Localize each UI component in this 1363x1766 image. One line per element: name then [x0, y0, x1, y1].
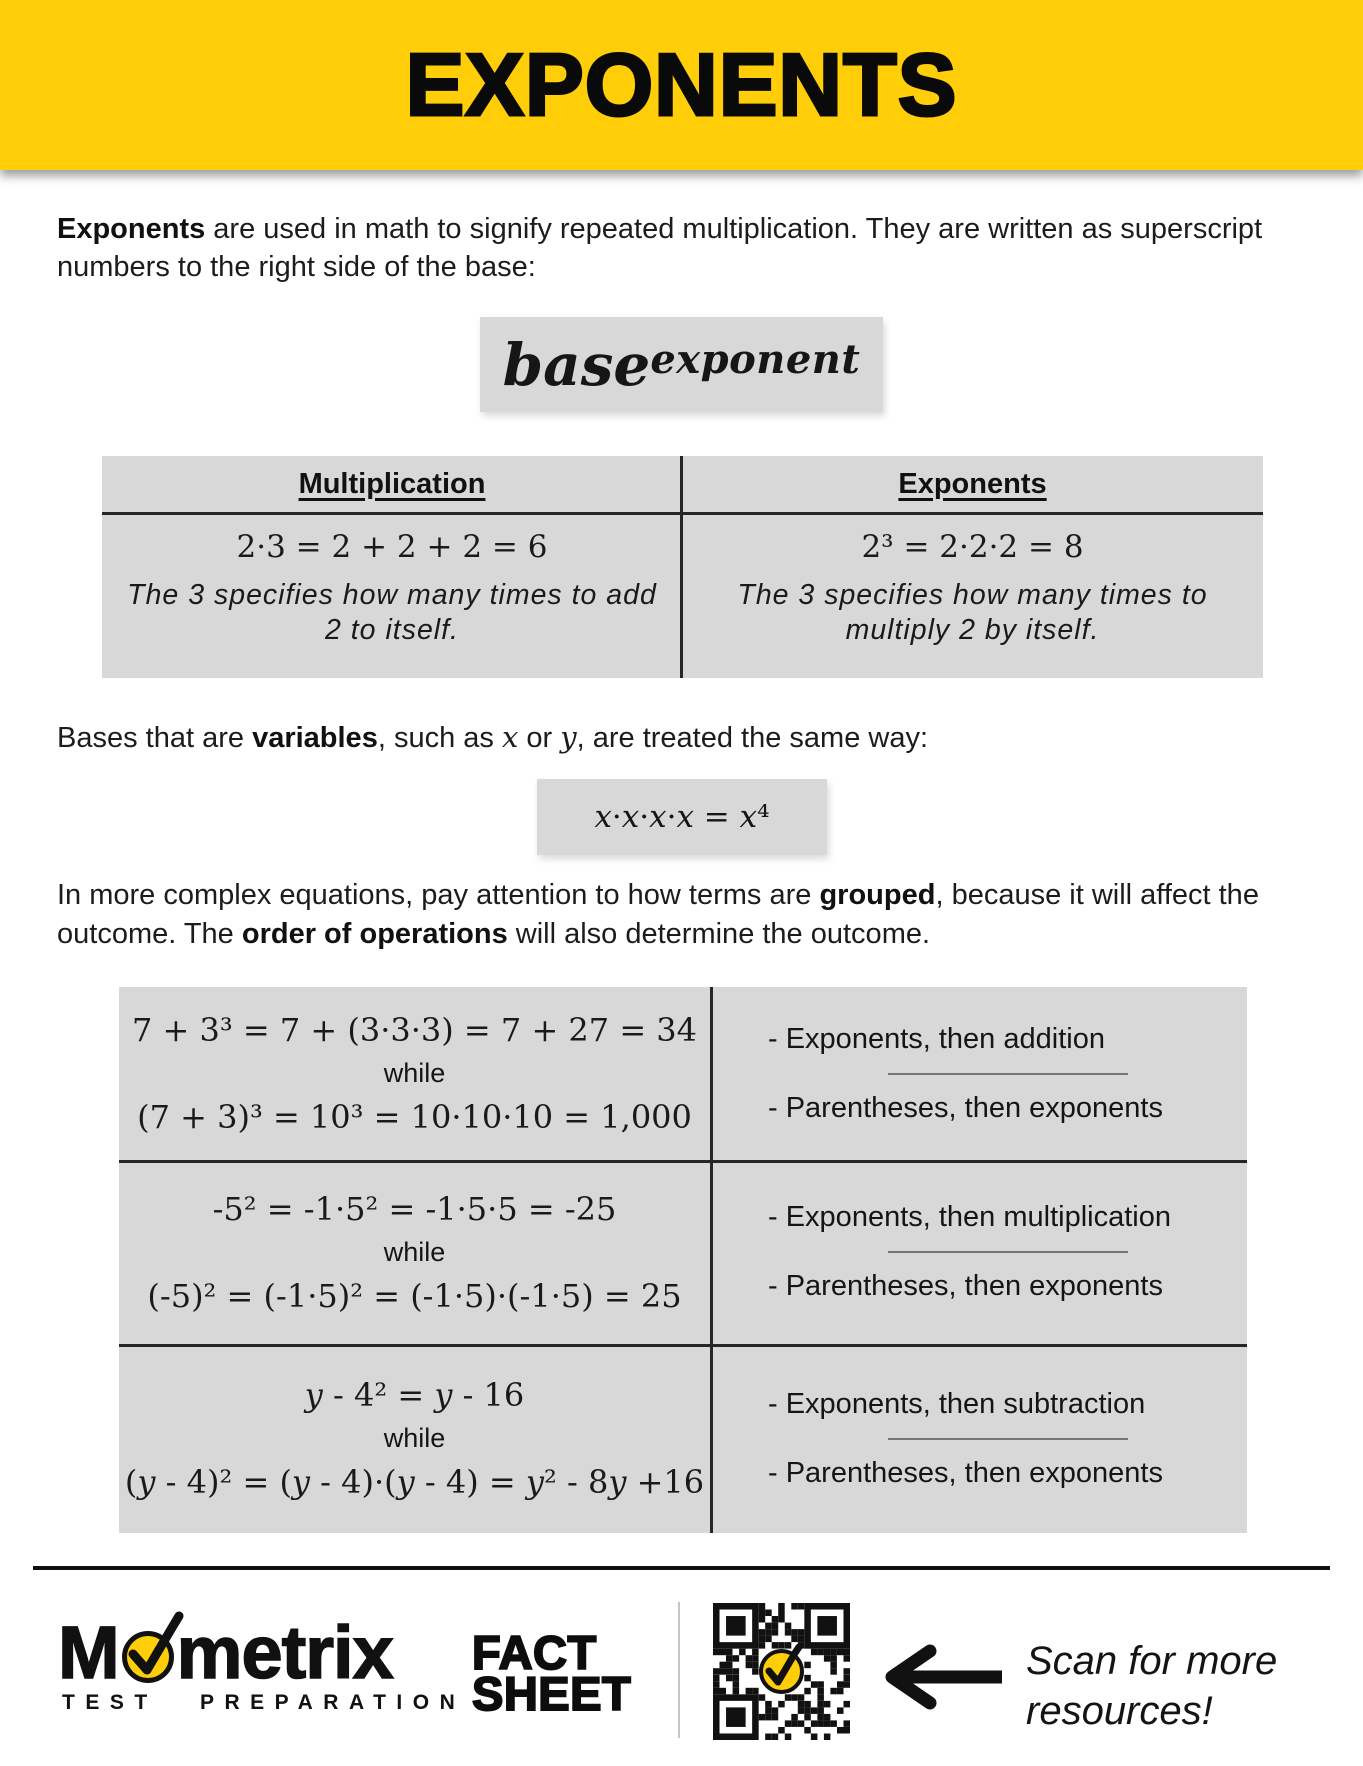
grouped-text-1: In more complex equations, pay attention to how terms are	[57, 879, 820, 911]
intro-lead-bold: Exponents	[57, 213, 206, 245]
row3-while: while	[383, 1423, 446, 1453]
page-title: EXPONENTS	[405, 35, 958, 134]
qr-code	[713, 1603, 850, 1740]
formula-exponent-word: exponent	[650, 335, 861, 383]
base-exponent-formula-box	[480, 317, 883, 412]
scan-caption-line-2: resources!	[1026, 1689, 1213, 1733]
row1-label-2: - Parentheses, then exponents	[768, 1091, 1163, 1124]
example-row-2-equations	[119, 1160, 710, 1344]
qr-center-checkmark-icon	[759, 1649, 804, 1694]
table-header-divider	[102, 512, 1263, 515]
logo-checkmark-icon	[122, 1631, 174, 1683]
example-row-3-equations	[119, 1344, 710, 1533]
logo-metrix: metrix	[176, 1611, 393, 1694]
x-formula-box	[537, 779, 827, 855]
x-formula: x·x·x·x = x⁴	[594, 799, 770, 835]
variables-text-1: Bases that are	[57, 722, 253, 754]
row3-equation-1: y - 4² = y - 16	[304, 1376, 525, 1414]
variables-text-2: , such as	[377, 722, 502, 754]
intro-paragraph	[57, 210, 1315, 286]
fact-line: FACT	[472, 1626, 597, 1679]
scan-caption	[1026, 1636, 1277, 1736]
variables-text-3: or	[518, 722, 561, 754]
multiplication-note: The 3 specifies how many times to add 2 to itself.	[127, 579, 657, 646]
variable-y: y	[560, 720, 577, 754]
grouped-text-2: , because it will affect the outcome. The	[57, 879, 1259, 950]
fact-sheet-label	[472, 1626, 632, 1720]
row2-label-divider	[888, 1251, 1128, 1253]
row3-equation-2: (y - 4)² = (y - 4)·(y - 4) = y² - 8y +16	[124, 1463, 705, 1501]
row1-label-1: - Exponents, then addition	[768, 1022, 1105, 1055]
grouped-text-3: will also determine the outcome.	[507, 918, 931, 950]
row1-equation-1: 7 + 3³ = 7 + (3·3·3) = 7 + 27 = 34	[131, 1011, 698, 1049]
order-table-row-divider-1	[119, 1160, 1247, 1163]
multiplication-equation: 2·3 = 2 + 2 + 2 = 6	[236, 529, 548, 565]
variable-x: x	[501, 720, 519, 754]
table-vertical-divider	[680, 456, 683, 678]
mometrix-logo	[58, 1611, 393, 1694]
scan-caption-line-1: Scan for more	[1026, 1639, 1278, 1683]
comparison-table	[102, 456, 1263, 678]
order-of-operations-bold: order of operations	[241, 918, 508, 950]
comparison-column-multiplication	[102, 456, 682, 678]
row2-equation-1: -5² = -1·5² = -1·5·5 = -25	[212, 1189, 617, 1228]
formula-base-word: base	[502, 330, 651, 399]
example-row-1-equations	[119, 987, 710, 1160]
variables-paragraph	[57, 718, 1315, 757]
row2-label-2: - Parentheses, then exponents	[768, 1270, 1163, 1302]
row1-label-divider	[888, 1073, 1128, 1075]
column-header-multiplication: Multiplication	[298, 467, 486, 500]
row2-label-1: - Exponents, then multiplication	[768, 1201, 1171, 1233]
exponents-note: The 3 specifies how many times to multiply 2 by itself.	[737, 579, 1208, 646]
left-arrow-icon	[872, 1644, 1006, 1715]
example-row-1-labels	[710, 987, 1247, 1160]
footer-rule	[33, 1566, 1330, 1570]
row2-equation-2: (-5)² = (-1·5)² = (-1·5)·(-1·5) = 25	[147, 1276, 682, 1315]
intro-rest: are used in math to signify repeated multiplication. They are written as superscript numbers to the right side of the base:	[57, 213, 1263, 283]
row3-label-1: - Exponents, then subtraction	[768, 1387, 1146, 1420]
order-table-row-divider-2	[119, 1344, 1247, 1347]
comparison-column-exponents	[682, 456, 1263, 678]
footer-vertical-divider	[678, 1602, 680, 1738]
logo-m: M	[58, 1611, 119, 1694]
column-header-exponents: Exponents	[898, 467, 1047, 500]
sheet-line: SHEET	[472, 1667, 632, 1720]
example-row-2-labels	[710, 1160, 1247, 1344]
exponents-equation: 2³ = 2·2·2 = 8	[861, 529, 1084, 565]
grouped-bold: grouped	[819, 879, 936, 911]
row2-while: while	[383, 1236, 446, 1267]
variables-bold: variables	[252, 722, 378, 754]
logo-tagline: TEST PREPARATION	[62, 1691, 466, 1714]
grouped-paragraph	[57, 876, 1309, 954]
base-exponent-formula	[502, 330, 861, 399]
title-banner	[0, 0, 1363, 170]
row1-while: while	[383, 1058, 446, 1088]
row3-label-divider	[888, 1438, 1128, 1440]
row1-equation-2: (7 + 3)³ = 10³ = 10·10·10 = 1,000	[137, 1098, 692, 1136]
order-table-vertical-divider	[710, 987, 713, 1533]
example-row-3-labels	[710, 1344, 1247, 1533]
variables-text-4: , are treated the same way:	[576, 722, 929, 754]
order-of-operations-table	[119, 987, 1247, 1533]
row3-label-2: - Parentheses, then exponents	[768, 1456, 1163, 1489]
